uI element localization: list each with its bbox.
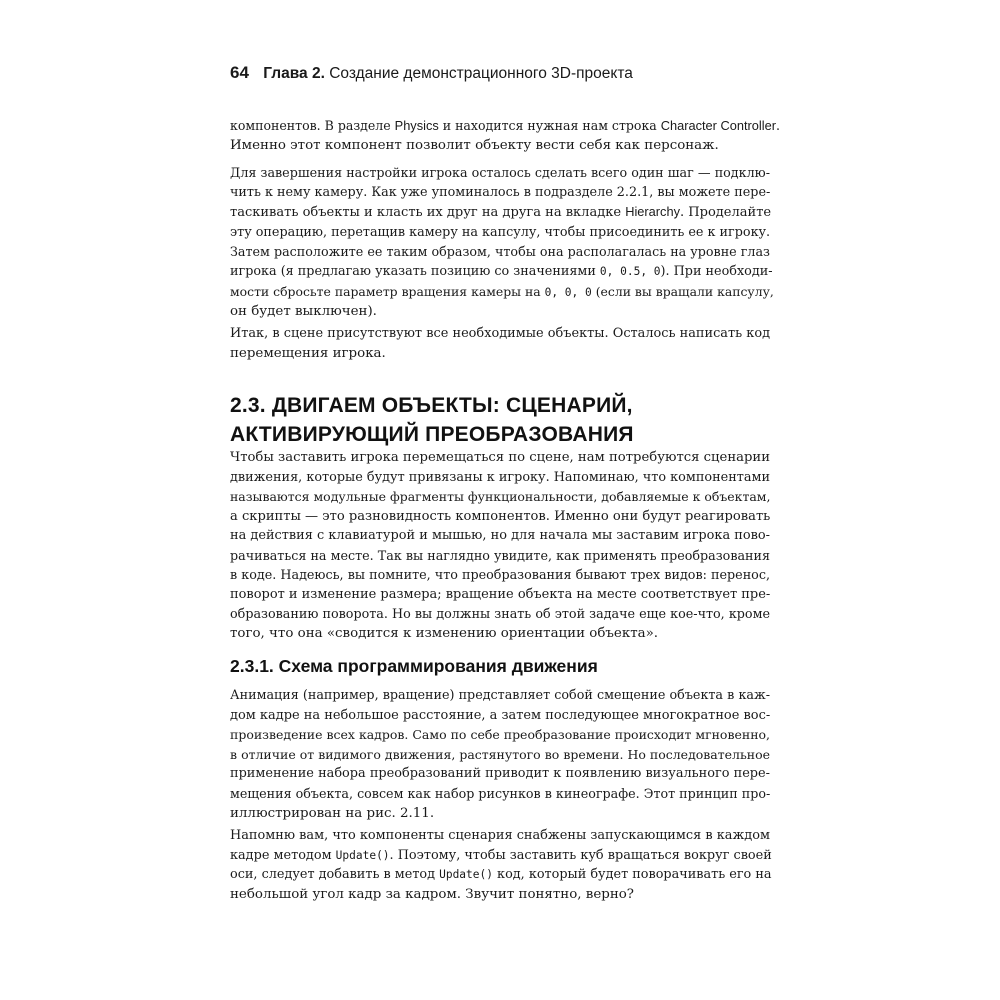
text-line: он будет выключен).: [230, 304, 377, 320]
text-line: Для завершения настройки игрока осталось сделать всего один шаг — подклю-: [230, 165, 770, 180]
text-line: чить к нему камеру. Как уже упоминалось в подразделе 2.2.1, вы можете пере-: [230, 184, 771, 200]
paragraph-6: [230, 826, 770, 904]
code-position: 0, 0.5, 0: [599, 264, 661, 278]
page-number: 64: [230, 63, 249, 82]
code-update-method: Update(): [335, 848, 390, 862]
text-line: поворот и изменение размера; вращение объекта на месте соответствует пре-: [230, 587, 771, 603]
text-line: образованию поворота. Но вы должны знать об этой задаче еще кое-что, кроме: [230, 606, 770, 622]
text-line: рачиваться на месте. Так вы наглядно увидите, как применять преобразования: [230, 547, 770, 563]
code-rotation: 0, 0, 0: [544, 285, 592, 299]
text-line: на действия с клавиатурой и мышью, но для начала мы заставим игрока пово-: [230, 528, 770, 544]
term-physics: Physics: [394, 118, 439, 133]
text-line: Чтобы заставить игрока перемещаться по сцене, нам потребуются сценарии: [230, 450, 770, 465]
text-line: произведение всех кадров. Само по себе преобразование происходит мгновенно,: [230, 727, 770, 743]
paragraph-1: [230, 116, 780, 155]
subsection-heading: 2.3.1. Схема программирования движения: [230, 656, 598, 676]
code-update-method: Update(): [439, 868, 493, 882]
text-line: перемещения игрока.: [230, 345, 386, 361]
text-line: а скрипты — это разновидность компонентов. Именно они будут реагировать: [230, 508, 771, 524]
text-line: таскивать объекты и класть их друг на друга на вкладке Hierarchy. Проделайте: [230, 204, 772, 221]
section-heading: [230, 391, 790, 449]
chapter-label: Глава 2.: [263, 65, 325, 82]
text-line: небольшой угол кадр за кадром. Звучит понятно, верно?: [230, 886, 634, 902]
term-character-controller: Character Controller: [660, 118, 776, 133]
chapter-title: Создание демонстрационного 3D-проекта: [329, 65, 633, 82]
text-line: мости сбросьте параметр вращения камеры на 0, 0, 0 (если вы вращали капсулу,: [230, 283, 774, 299]
paragraph-5: [230, 686, 770, 823]
text-line: Напомню вам, что компоненты сценария снабжены запускающимся в каждом: [230, 828, 770, 843]
text-line: оси, следует добавить в метод Update() код, который будет поворачивать его на: [230, 867, 772, 883]
running-head: [230, 63, 633, 83]
text-line: Итак, в сцене присутствуют все необходимые объекты. Осталось написать код: [230, 326, 770, 341]
text-line: игрока (я предлагаю указать позицию со значениями 0, 0.5, 0). При необходи-: [230, 263, 773, 279]
text-line: дом кадре на небольшое расстояние, а затем последующее многократное вос-: [230, 707, 771, 723]
text-line: в отличие от видимого движения, растянутого во времени. Но последовательное: [230, 746, 770, 762]
text-line: применение набора преобразований приводит к появлению визуального пере-: [230, 766, 770, 782]
paragraph-2: [230, 163, 774, 322]
text-line: того, что она «сводится к изменению ориентации объекта».: [230, 626, 659, 642]
text-line: называются модульные фрагменты функциональности, добавляемые к объектам,: [230, 489, 771, 505]
text-line: в коде. Надеюсь, вы помните, что преобразования бывают трех видов: перенос,: [230, 567, 770, 583]
paragraph-3: [230, 324, 770, 363]
section-heading-line: 2.3. ДВИГАЕМ ОБЪЕКТЫ: СЦЕНАРИЙ,: [230, 394, 633, 417]
section-heading-line: АКТИВИРУЮЩИЙ ПРЕОБРАЗОВАНИЯ: [230, 423, 634, 446]
term-hierarchy: Hierarchy: [625, 204, 680, 220]
text-line: движения, которые будут привязаны к игроку. Напоминаю, что компонентами: [230, 469, 770, 485]
text-line: Затем расположите ее таким образом, чтобы она располагалась на уровне глаз: [230, 244, 770, 260]
text-line: эту операцию, перетащив камеру на капсулу, чтобы присоединить ее к игроку.: [230, 224, 771, 240]
text-line: кадре методом Update(). Поэтому, чтобы заставить куб вращаться вокруг своей: [230, 847, 772, 863]
text-line: компонентов. В разделе Physics и находится нужная нам строка Character Controller.: [230, 118, 780, 133]
paragraph-4: [230, 448, 770, 644]
text-line: Анимация (например, вращение) представляет собой смещение объекта в каж-: [230, 688, 770, 703]
text-line: мещения объекта, совсем как набор рисунков в кинеографе. Этот принцип про-: [230, 785, 771, 801]
text-line: иллюстрирован на рис. 2.11.: [230, 805, 435, 821]
text-line: Именно этот компонент позволит объекту вести себя как персонаж.: [230, 137, 719, 153]
